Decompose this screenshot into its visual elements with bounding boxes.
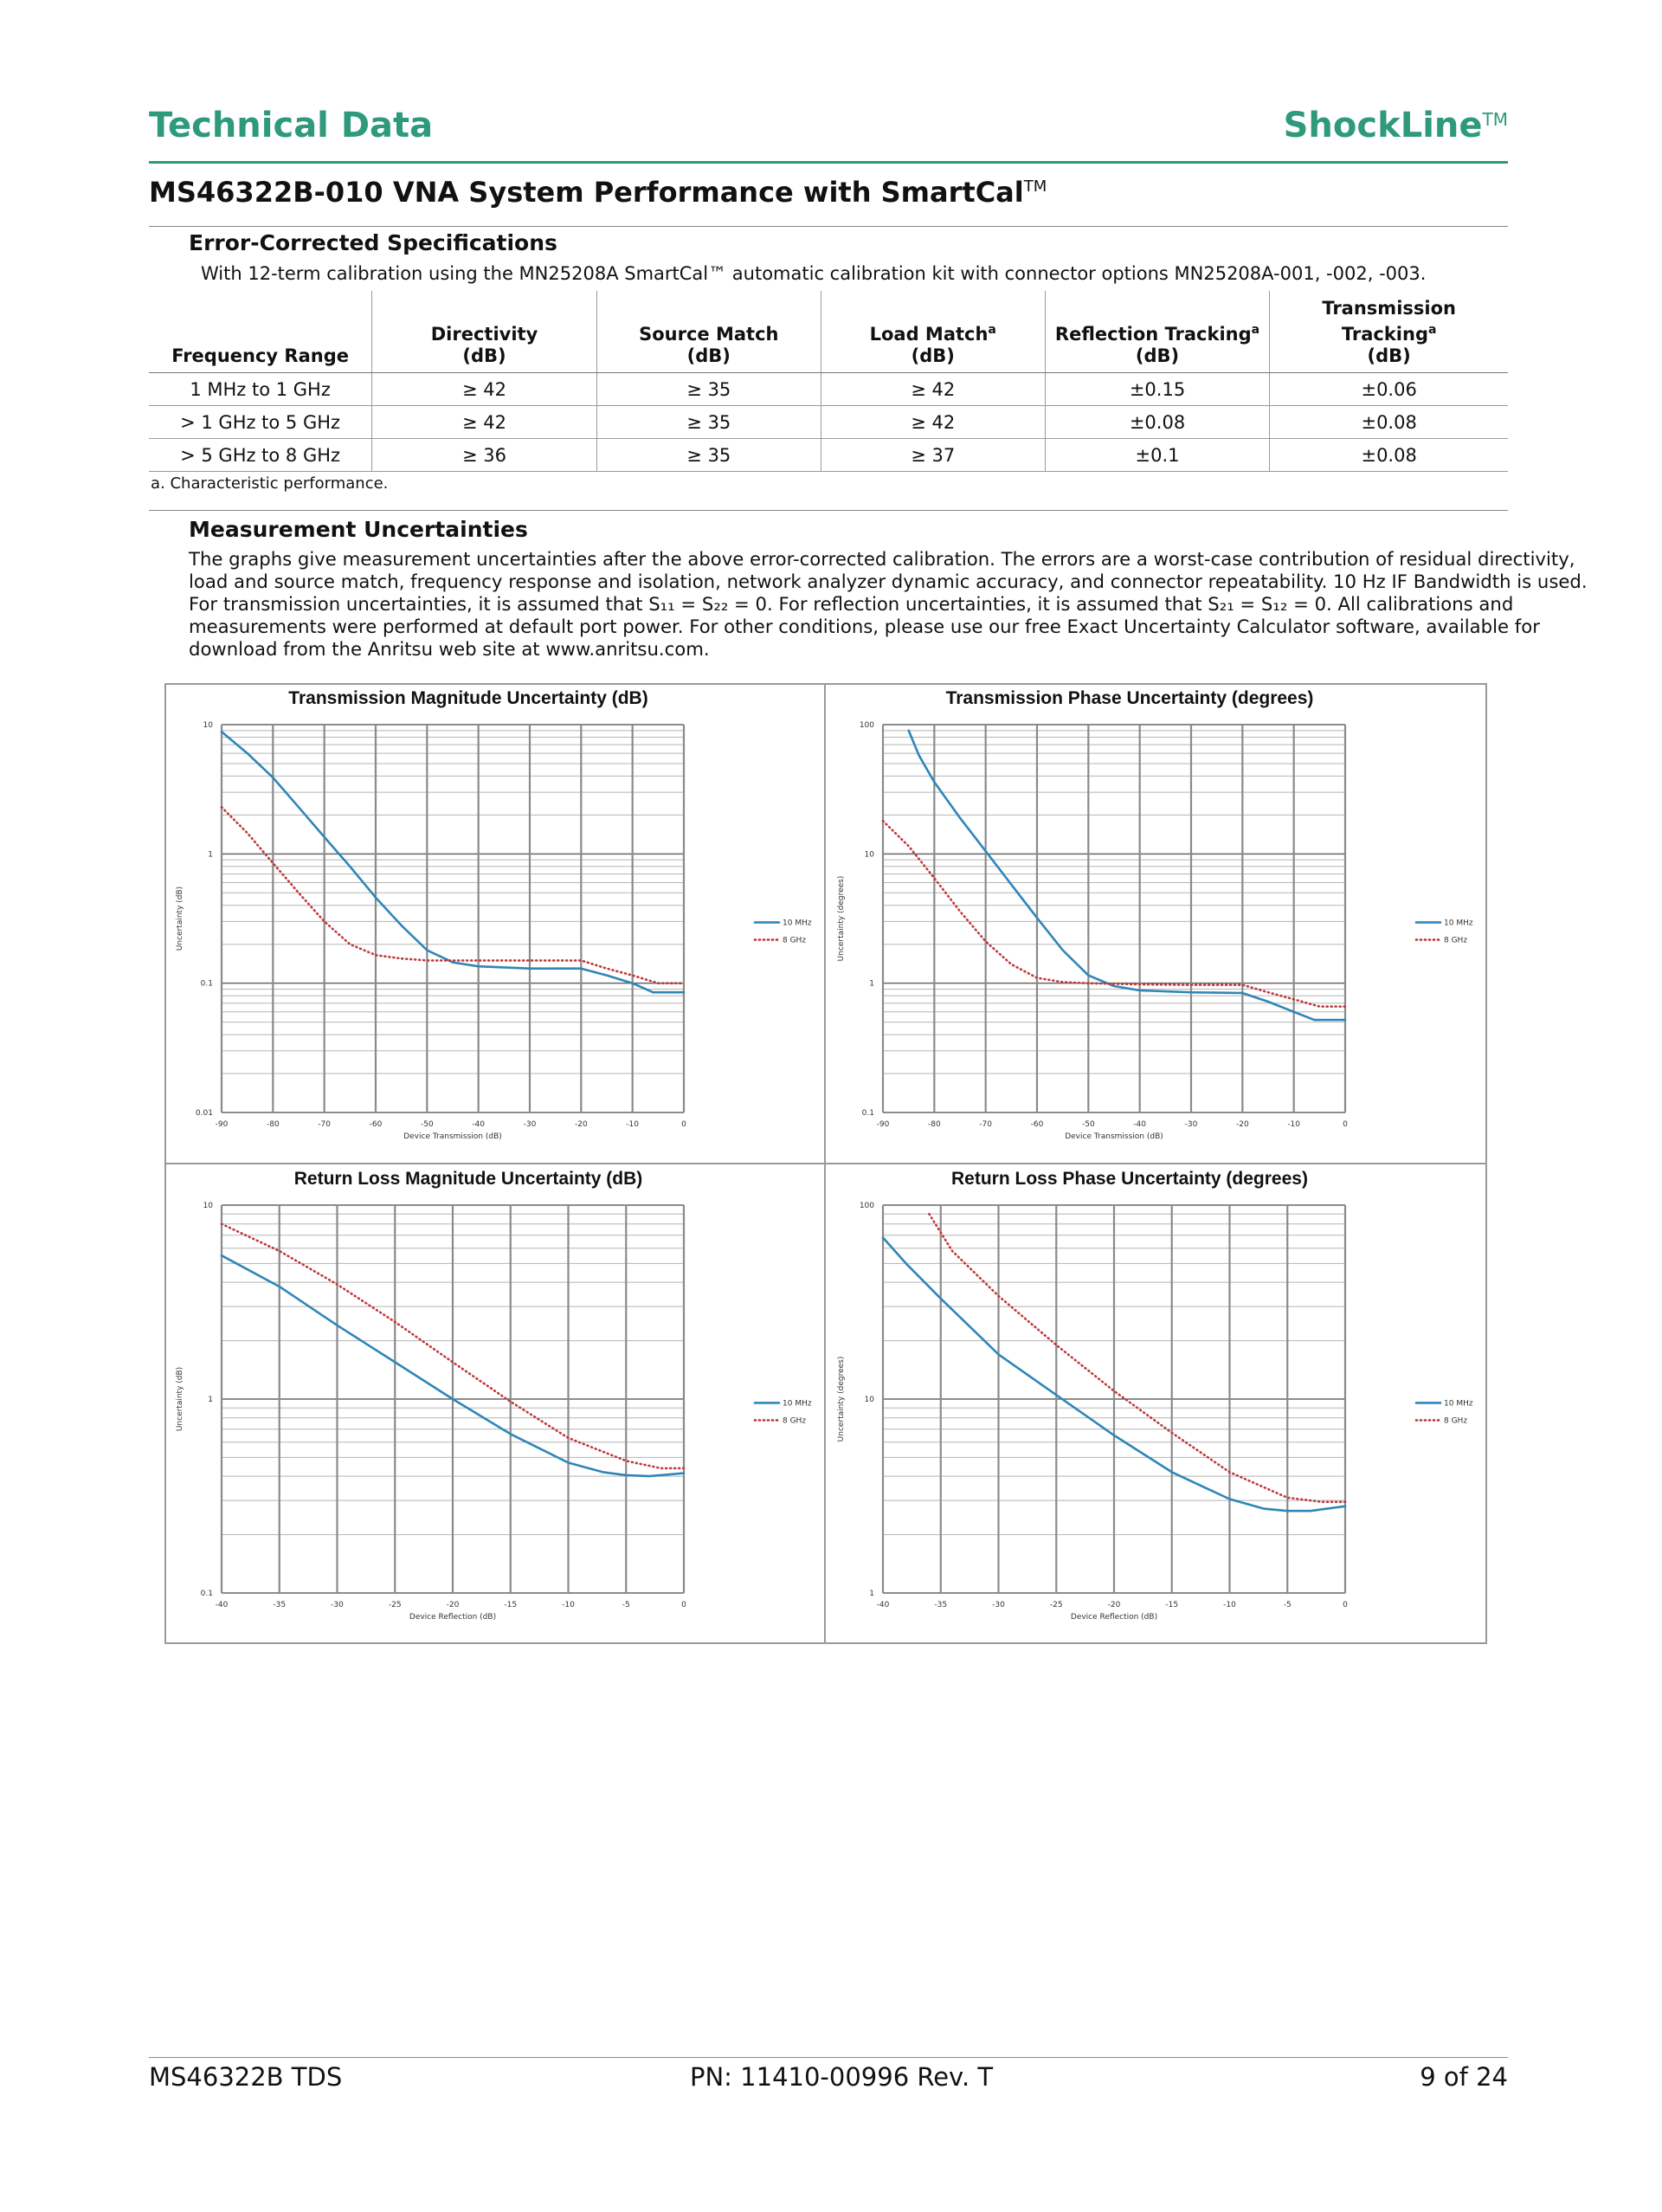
col-header-reflection-tracking: Reflection Tracking$^a$ (dB) xyxy=(1045,291,1270,373)
table-cell: 1 MHz to 1 GHz xyxy=(149,373,372,406)
col-header-frequency: Frequency Range xyxy=(149,291,372,373)
table-cell: ≥ 42 xyxy=(372,373,597,406)
legend-label: 8 GHz xyxy=(1444,1416,1468,1426)
table-header-row xyxy=(149,291,1508,373)
x-tick-label: -90 xyxy=(876,1120,890,1129)
table-cell: ±0.08 xyxy=(1270,439,1508,472)
footer-part-number: PN: 11410-00996 Rev. T xyxy=(690,2062,994,2092)
x-tick-label: -15 xyxy=(1165,1601,1179,1609)
header-rule xyxy=(149,161,1508,164)
x-tick-label: -25 xyxy=(388,1601,402,1609)
series-line-8ghz xyxy=(222,807,684,983)
chart-title: Return Loss Phase Uncertainty (degrees) xyxy=(951,1169,1308,1189)
x-tick-label: -5 xyxy=(1283,1601,1292,1609)
x-tick-label: -20 xyxy=(1235,1120,1249,1129)
legend-label: 10 MHz xyxy=(783,919,812,928)
series-line-8ghz xyxy=(883,821,1345,1006)
x-tick-label: -10 xyxy=(1223,1601,1236,1609)
table-cell: ≥ 37 xyxy=(821,439,1045,472)
specs-title: Error-Corrected Specifications xyxy=(189,230,557,255)
section-title: MS46322B-010 VNA System Performance with SmartCal™ xyxy=(149,176,1047,209)
x-tick-label: -80 xyxy=(927,1120,941,1129)
chart-transmission-magnitude xyxy=(166,685,822,1161)
y-tick-label: 10 xyxy=(203,1202,213,1210)
legend-label: 10 MHz xyxy=(783,1399,812,1409)
x-tick-label: -50 xyxy=(420,1120,434,1129)
y-tick-label: 10 xyxy=(203,721,213,730)
legend-label: 10 MHz xyxy=(1444,1399,1473,1409)
header-title: Technical Data xyxy=(149,106,434,145)
y-tick-label: 1 xyxy=(208,1396,213,1404)
chart-title: Return Loss Magnitude Uncertainty (dB) xyxy=(293,1169,643,1189)
table-row xyxy=(149,406,1508,439)
table-cell: ≥ 42 xyxy=(821,406,1045,439)
y-axis-label: Uncertainty (dB) xyxy=(176,1366,184,1432)
chart-grid-divider xyxy=(164,1163,1487,1164)
chart-return-loss-phase xyxy=(828,1165,1484,1642)
x-tick-label: -40 xyxy=(1133,1120,1147,1129)
x-tick-label: -30 xyxy=(331,1601,344,1609)
specs-footnote: a. Characteristic performance. xyxy=(151,474,389,493)
specs-intro: With 12-term calibration using the MN25208A SmartCal™ automatic calibration kit with connector options MN25208A-001, -002, -003. xyxy=(201,263,1427,284)
header-brand: ShockLine™ xyxy=(1283,106,1508,145)
chart-return-loss-magnitude xyxy=(166,1165,822,1642)
table-cell: ±0.06 xyxy=(1270,373,1508,406)
y-tick-label: 10 xyxy=(864,1396,874,1404)
legend-label: 10 MHz xyxy=(1444,919,1473,928)
chart-title: Transmission Phase Uncertainty (degrees) xyxy=(945,688,1314,708)
section-rule xyxy=(149,226,1508,227)
footer-rule xyxy=(149,2057,1508,2058)
paragraph-line: For transmission uncertainties, it is assumed that S₁₁ = S₂₂ = 0. For reflection uncertainties, it is assumed that S₂₁ = S₁₂ = 0. All calibrations and xyxy=(189,593,1514,615)
paragraph-line: download from the Anritsu web site at www.anritsu.com. xyxy=(189,638,710,660)
y-tick-label: 10 xyxy=(864,850,874,860)
x-tick-label: 0 xyxy=(1343,1120,1348,1129)
paragraph-line: The graphs give measurement uncertainties after the above error-corrected calibration. The errors are a worst-case contribution of residual directivity, xyxy=(189,548,1575,570)
col-header-source-match: Source Match (dB) xyxy=(596,291,821,373)
x-tick-label: -35 xyxy=(273,1601,287,1609)
x-tick-label: -10 xyxy=(1287,1120,1301,1129)
chart-svg xyxy=(166,1165,822,1642)
footer-doc-id: MS46322B TDS xyxy=(149,2062,343,2092)
y-tick-label: 0.01 xyxy=(195,1109,213,1118)
table-cell: ≥ 42 xyxy=(372,406,597,439)
x-axis-label: Device Transmission (dB) xyxy=(403,1132,502,1141)
uncertainties-paragraph xyxy=(189,548,1588,661)
col-header-directivity: Directivity (dB) xyxy=(372,291,597,373)
y-tick-label: 1 xyxy=(208,850,213,860)
y-tick-label: 100 xyxy=(859,721,874,730)
series-line-10mhz xyxy=(222,732,684,992)
table-cell: ±0.08 xyxy=(1045,406,1270,439)
x-tick-label: -30 xyxy=(992,1601,1005,1609)
y-tick-label: 0.1 xyxy=(861,1109,874,1118)
series-line-10mhz xyxy=(909,731,1345,1020)
table-cell: ≥ 42 xyxy=(821,373,1045,406)
chart-svg xyxy=(166,685,822,1161)
chart-svg xyxy=(828,1165,1484,1642)
legend-label: 8 GHz xyxy=(783,936,807,945)
x-tick-label: -10 xyxy=(562,1601,575,1609)
y-tick-label: 1 xyxy=(869,1590,874,1598)
table-cell: ±0.1 xyxy=(1045,439,1270,472)
table-cell: ±0.08 xyxy=(1270,406,1508,439)
y-axis-label: Uncertainty (degrees) xyxy=(837,1356,846,1442)
x-tick-label: -40 xyxy=(215,1601,229,1609)
x-tick-label: -70 xyxy=(318,1120,332,1129)
chart-transmission-phase xyxy=(828,685,1484,1161)
legend-label: 8 GHz xyxy=(783,1416,807,1426)
y-tick-label: 100 xyxy=(859,1202,874,1210)
paragraph-line: load and source match, frequency response and isolation, network analyzer dynamic accuracy, and connector repeatability. 10 Hz IF Bandwidth is used. xyxy=(189,571,1588,592)
section-rule xyxy=(149,510,1508,511)
paragraph-line: measurements were performed at default port power. For other conditions, please use our free Exact Uncertainty Calculator software, available for xyxy=(189,616,1540,637)
x-tick-label: -40 xyxy=(876,1601,890,1609)
series-line-8ghz xyxy=(929,1214,1345,1502)
table-cell: ≥ 36 xyxy=(372,439,597,472)
col-header-load-match: Load Match$^a$ (dB) xyxy=(821,291,1045,373)
x-tick-label: 0 xyxy=(1343,1601,1348,1609)
x-tick-label: -50 xyxy=(1081,1120,1095,1129)
x-tick-label: -15 xyxy=(504,1601,518,1609)
x-tick-label: 0 xyxy=(681,1601,686,1609)
y-axis-label: Uncertainty (degrees) xyxy=(837,875,846,962)
x-tick-label: -25 xyxy=(1049,1601,1063,1609)
x-axis-label: Device Reflection (dB) xyxy=(1070,1613,1158,1622)
uncertainties-title: Measurement Uncertainties xyxy=(189,517,528,542)
x-tick-label: -10 xyxy=(626,1120,640,1129)
chart-svg xyxy=(828,685,1484,1161)
x-tick-label: -35 xyxy=(934,1601,948,1609)
x-tick-label: -40 xyxy=(472,1120,486,1129)
table-cell: > 1 GHz to 5 GHz xyxy=(149,406,372,439)
x-tick-label: -90 xyxy=(215,1120,229,1129)
table-cell: ±0.15 xyxy=(1045,373,1270,406)
y-tick-label: 0.1 xyxy=(200,979,213,989)
x-tick-label: -80 xyxy=(266,1120,280,1129)
footer-page-number: 9 of 24 xyxy=(1420,2062,1508,2092)
x-tick-label: -5 xyxy=(622,1601,630,1609)
x-tick-label: 0 xyxy=(681,1120,686,1129)
y-tick-label: 0.1 xyxy=(200,1590,213,1598)
col-header-transmission-tracking: Transmission Tracking$^a$ (dB) xyxy=(1270,291,1508,373)
x-tick-label: -30 xyxy=(1184,1120,1198,1129)
y-axis-label: Uncertainty (dB) xyxy=(176,886,184,951)
x-tick-label: -20 xyxy=(446,1601,460,1609)
table-cell: ≥ 35 xyxy=(596,406,821,439)
table-cell: ≥ 35 xyxy=(596,439,821,472)
x-tick-label: -60 xyxy=(369,1120,383,1129)
x-tick-label: -30 xyxy=(523,1120,537,1129)
x-axis-label: Device Reflection (dB) xyxy=(409,1613,497,1622)
x-axis-label: Device Transmission (dB) xyxy=(1065,1132,1163,1141)
specs-table xyxy=(149,291,1508,472)
legend-label: 8 GHz xyxy=(1444,936,1468,945)
table-cell: ≥ 35 xyxy=(596,373,821,406)
x-tick-label: -60 xyxy=(1030,1120,1044,1129)
x-tick-label: -20 xyxy=(574,1120,588,1129)
table-row xyxy=(149,439,1508,472)
table-cell: > 5 GHz to 8 GHz xyxy=(149,439,372,472)
x-tick-label: -70 xyxy=(979,1120,993,1129)
y-tick-label: 1 xyxy=(869,979,874,989)
chart-title: Transmission Magnitude Uncertainty (dB) xyxy=(288,688,648,708)
table-row xyxy=(149,373,1508,406)
x-tick-label: -20 xyxy=(1107,1601,1121,1609)
